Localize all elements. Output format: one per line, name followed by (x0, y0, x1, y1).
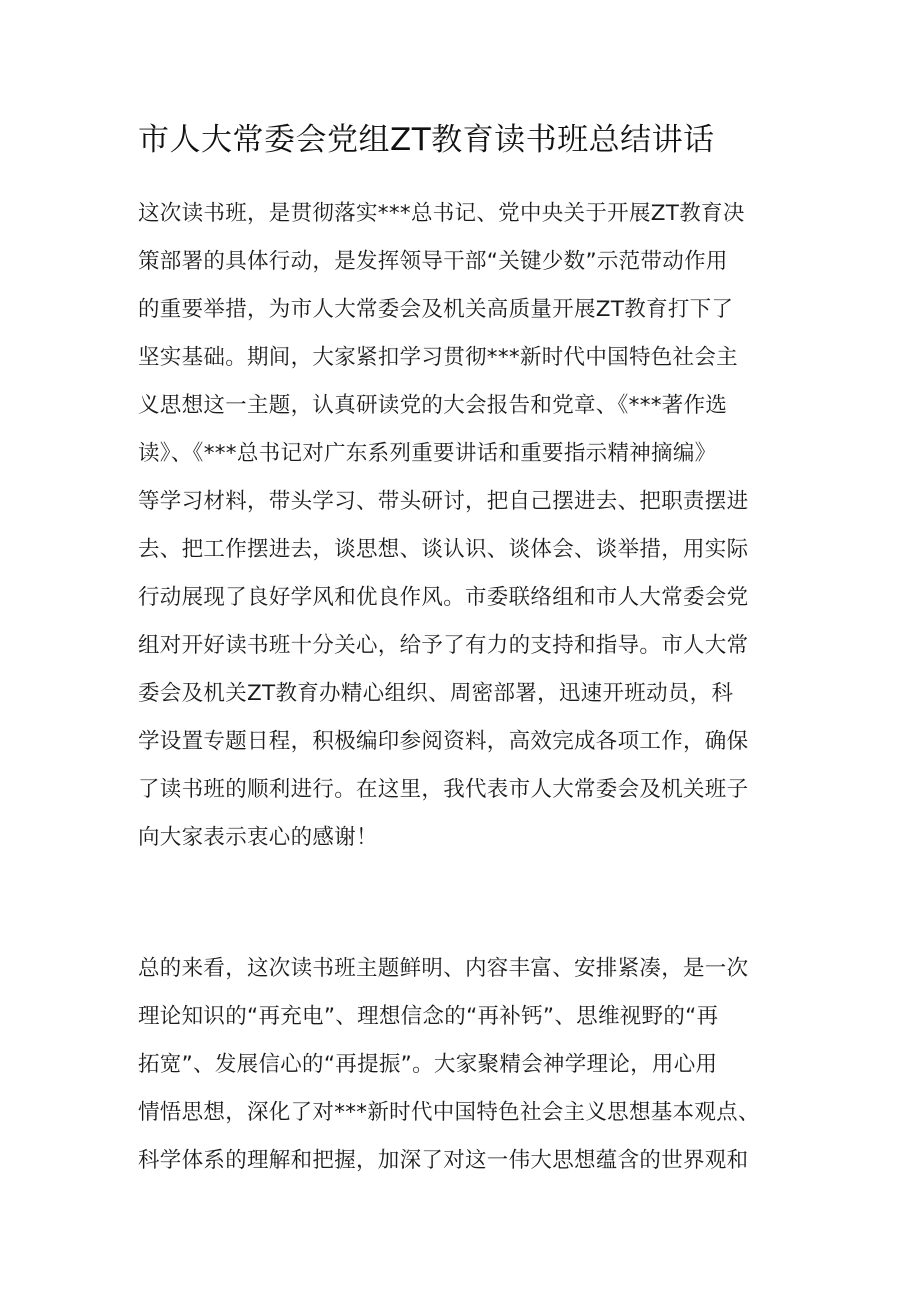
paragraph-line: 委会及机关ZT教育办精心组织、周密部署，迅速开班动员，科 (138, 681, 734, 706)
paragraph-line: 学设置专题日程，积极编印参阅资料，高效完成各项工作，确保 (138, 729, 749, 754)
paragraph-line: 科学体系的理解和把握，加深了对这一伟大思想蕴含的世界观和 (138, 1148, 749, 1173)
paragraph-line: 了读书班的顺利进行。在这里，我代表市人大常委会及机关班子 (138, 777, 749, 802)
paragraph-line: 总的来看，这次读书班主题鲜明、内容丰富、安排紧凑，是一次 (138, 956, 749, 981)
paragraph-line: 向大家表示衷心的感谢！ (138, 825, 378, 850)
document-title: 市人大常委会党组ZT教育读书班总结讲话 (138, 122, 715, 158)
paragraph-line: 策部署的具体行动，是发挥领导干部“关键少数”示范带动作用 (138, 249, 728, 274)
paragraph-line: 情悟思想，深化了对***新时代中国特色社会主义思想基本观点、 (138, 1100, 760, 1125)
paragraph-line: 等学习材料，带头学习、带头研讨，把自己摆进去、把职责摆进 (138, 489, 749, 514)
paragraph-line: 读》、《***总书记对广东系列重要讲话和重要指示精神摘编》 (138, 441, 717, 466)
paragraph-line: 拓宽”、发展信心的“再提振”。大家聚精会神学理论，用心用 (138, 1052, 718, 1077)
paragraph-1 (138, 190, 803, 862)
paragraph-line: 的重要举措，为市人大常委会及机关高质量开展ZT教育打下了 (138, 297, 734, 322)
paragraph-2 (138, 945, 803, 1185)
paragraph-line: 去、把工作摆进去，谈思想、谈认识、谈体会、谈举措，用实际 (138, 537, 749, 562)
paragraph-line: 组对开好读书班十分关心，给予了有力的支持和指导。市人大常 (138, 633, 749, 658)
paragraph-line: 这次读书班，是贯彻落实***总书记、党中央关于开展ZT教育决 (138, 201, 745, 226)
paragraph-line: 理论知识的“再充电”、理想信念的“再补钙”、思维视野的“再 (138, 1004, 719, 1029)
paragraph-line: 坚实基础。期间，大家紧扣学习贯彻***新时代中国特色社会主 (138, 345, 738, 370)
paragraph-line: 义思想这一主题，认真研读党的大会报告和党章、《***著作选 (138, 393, 728, 418)
paragraph-line: 行动展现了良好学风和优良作风。市委联络组和市人大常委会党 (138, 585, 749, 610)
